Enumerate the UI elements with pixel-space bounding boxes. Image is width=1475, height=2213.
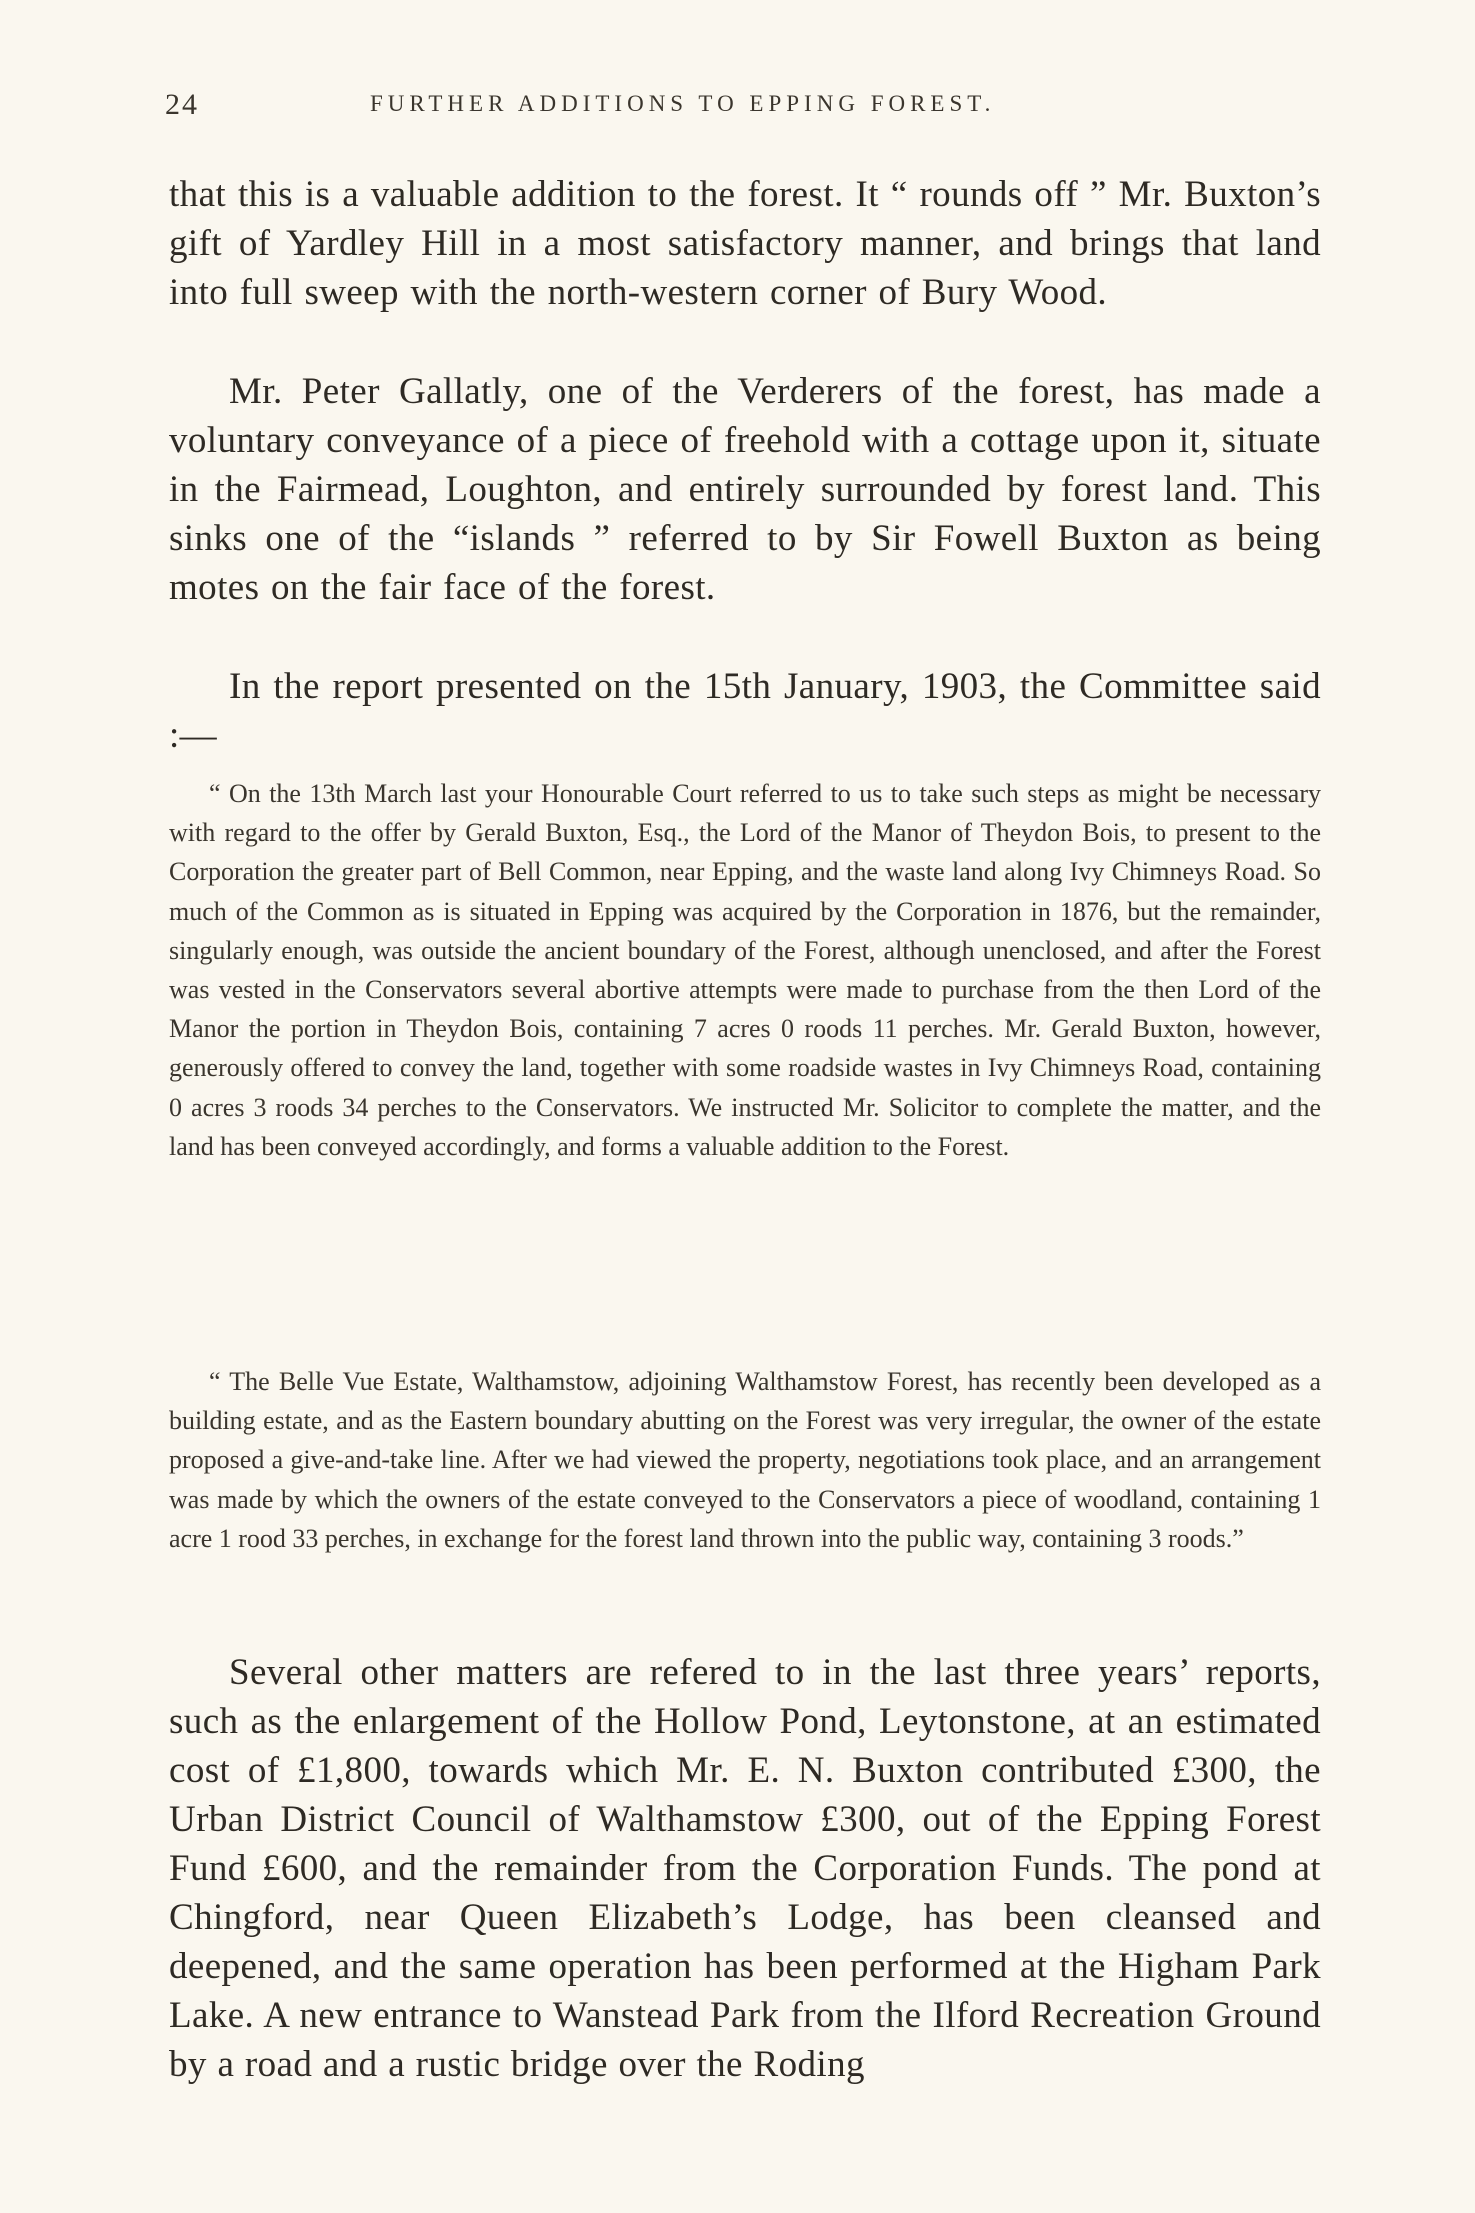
paragraph-gallatly-conveyance: Mr. Peter Gallatly, one of the Verderers of the forest, has made a voluntary conveyance of a piece of freehold with a cottage upon it, situate in the Fairmead, Loughton, and entirely surrounded by forest land. This sinks one of the “islands ” referred to by Sir Fowell Buxton as being motes on the fair face of the forest. — [169, 371, 1321, 608]
quote-bell-common: “ On the 13th March last your Honourable Court referred to us to take such steps as might be necessary with regard to the offer by Gerald Buxton, Esq., the Lord of the Manor of Theydon Bois, to present to the Corporation the greater part of Bell Common, near Epping, and the waste land along Ivy Chimneys Road. So much of the Common as is situated in Epping was acquired by the Corporation in 1876, but the remainder, singularly enough, was outside the ancient boundary of the Forest, although unenclosed, and after the Forest was vested in the Conservators several abortive attempts were made to purchase from the then Lord of the Manor the portion in Theydon Bois, containing 7 acres 0 roods 11 perches. Mr. Gerald Buxton, however, generously offered to convey the land, together with some roadside wastes in Ivy Chimneys Road, containing 0 acres 3 roods 34 perches to the Conservators. We instructed Mr. Solicitor to complete the matter, and the land has been conveyed accordingly, and forms a valuable addition to the Forest. — [169, 779, 1321, 1161]
paragraph-report-intro: In the report presented on the 15th January, 1903, the Committee said :— — [169, 666, 1321, 756]
running-title: FURTHER ADDITIONS TO EPPING FOREST. — [370, 91, 996, 116]
quote-belle-vue-estate: “ The Belle Vue Estate, Walthamstow, adjoining Walthamstow Forest, has recently been developed as a building estate, and as the Eastern boundary abutting on the Forest was very irregular, the owner of the estate proposed a give-and-take line. After we had viewed the property, negotiations took place, and an arrangement was made by which the owners of the estate conveyed to the Conservators a piece of woodland, containing 1 acre 1 rood 33 perches, in exchange for the forest land thrown into the public way, containing 3 roods.” — [169, 1367, 1321, 1553]
paragraph-yardley-hill: that this is a valuable addition to the forest. It “ rounds off ” Mr. Buxton’s gift of Yardley Hill in a most satisfactory manner, and brings that land into full sweep with the north-western corner of Bury Wood. — [169, 174, 1321, 313]
paragraph-other-matters: Several other matters are refered to in the last three years’ reports, such as the enlargement of the Hollow Pond, Leytonstone, at an estimated cost of £1,800, towards which Mr. E. N. Buxton contributed £300, the Urban District Council of Walthamstow £300, out of the Epping Forest Fund £600, and the remainder from the Corporation Funds. The pond at Chingford, near Queen Elizabeth’s Lodge, has been cleansed and deepened, and the same operation has been performed at the Higham Park Lake. A new entrance to Wanstead Park from the Ilford Recreation Ground by a road and a rustic bridge over the Roding — [169, 1652, 1321, 2085]
page-number: 24 — [165, 88, 199, 121]
page-header — [165, 88, 1315, 128]
